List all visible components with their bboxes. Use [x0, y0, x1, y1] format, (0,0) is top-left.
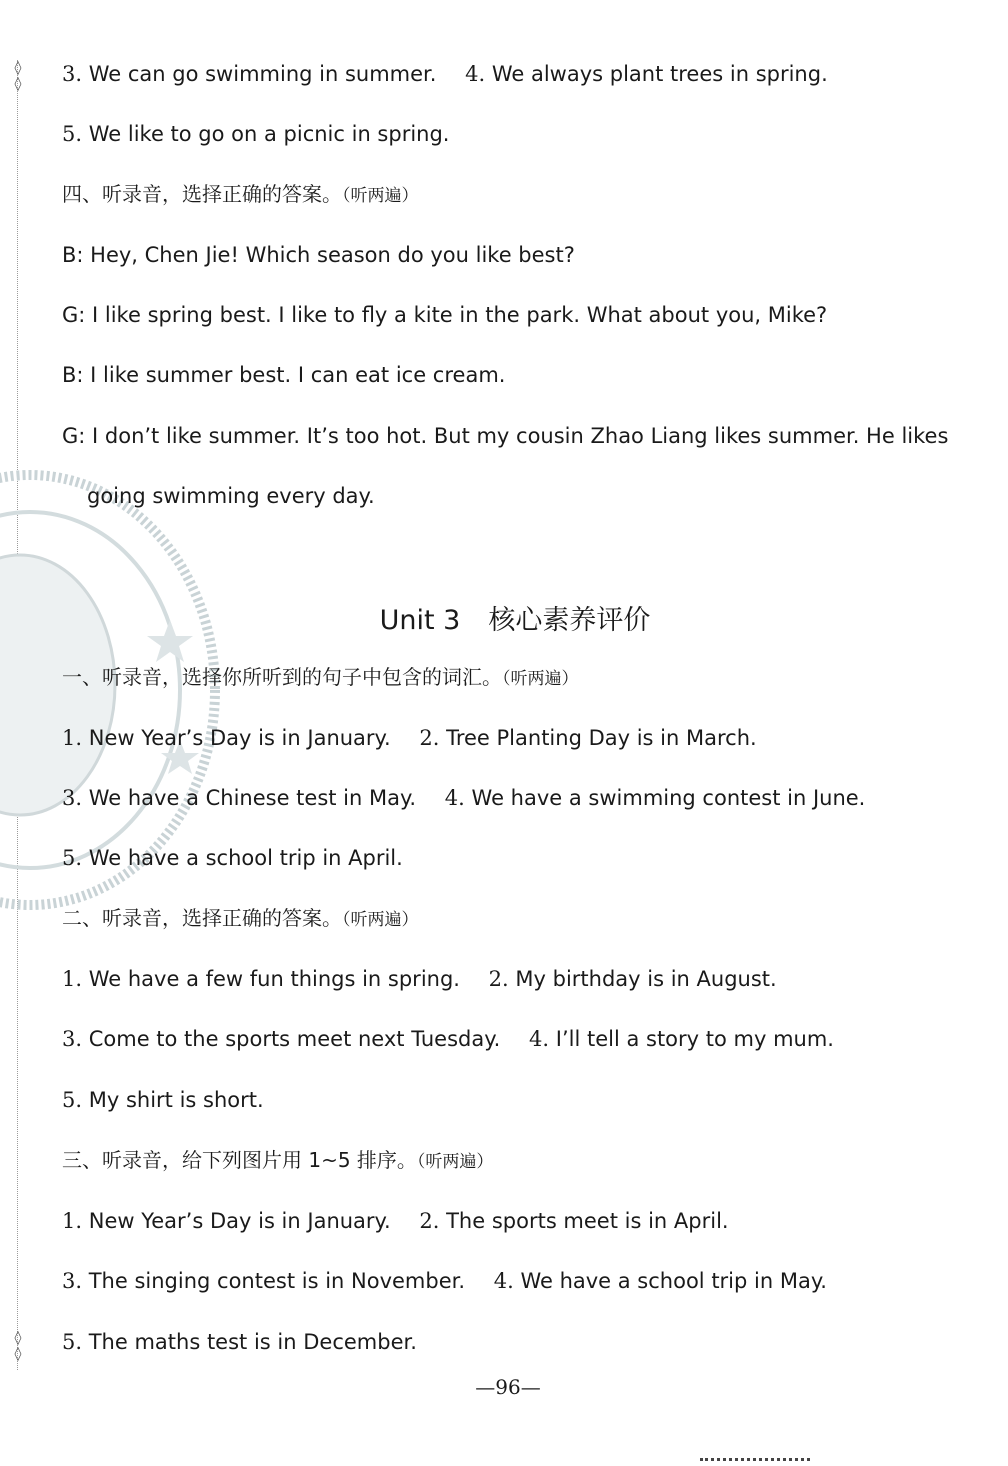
item-text: We have a school trip in May. — [520, 1269, 827, 1293]
section-heading-note: （听两遍） — [342, 910, 419, 930]
listening-line — [62, 1024, 834, 1054]
listening-line — [62, 1327, 417, 1357]
item-text: New Year’s Day is in January. — [88, 726, 391, 750]
item-number: 4. — [529, 1027, 550, 1051]
item-number: 2. — [419, 726, 440, 750]
item-number: 5. — [62, 1088, 83, 1112]
unit-subtitle: 核心素养评价 — [488, 605, 651, 636]
section-heading-text: 四、听录音，选择正确的答案。 — [62, 182, 342, 206]
item-text: We can go swimming in summer. — [88, 62, 437, 86]
unit-title — [0, 603, 1008, 639]
section-four-heading — [62, 179, 419, 211]
unit-title-text: Unit 3 — [379, 605, 461, 636]
item-number: 2. — [419, 1209, 440, 1233]
item-number: 3. — [62, 62, 83, 86]
item-number: 1. — [62, 1209, 83, 1233]
item-text: Come to the sports meet next Tuesday. — [88, 1027, 501, 1051]
item-text: The maths test is in December. — [88, 1330, 417, 1354]
section-heading-note: （听两遍） — [342, 186, 419, 206]
item-number: 5. — [62, 1330, 83, 1354]
item-number: 2. — [488, 967, 509, 991]
item-number: 1. — [62, 726, 83, 750]
item-number: 3. — [62, 1269, 83, 1293]
section-three-heading — [62, 1145, 493, 1177]
item-text: I’ll tell a story to my mum. — [555, 1027, 834, 1051]
footer-print-marks — [700, 1458, 810, 1466]
dialogue-line: G: I like spring best. I like to fly a kite in the park. What about you, Mike? — [62, 303, 828, 327]
item-number: 4. — [465, 62, 486, 86]
item-text: The sports meet is in April. — [446, 1209, 729, 1233]
item-text: We always plant trees in spring. — [491, 62, 828, 86]
item-text: My shirt is short. — [88, 1088, 264, 1112]
listening-line — [62, 1266, 827, 1296]
item-number: 4. — [493, 1269, 514, 1293]
top-line-2 — [62, 119, 449, 149]
binding-mark-bottom: ◊ — [14, 1330, 22, 1346]
listening-line — [62, 1085, 264, 1115]
top-line-1 — [62, 59, 828, 89]
dialogue-line-continued: going swimming every day. — [87, 484, 375, 508]
item-number: 4. — [444, 786, 465, 810]
item-text: New Year’s Day is in January. — [88, 1209, 391, 1233]
item-text: We have a swimming contest in June. — [471, 786, 866, 810]
dialogue-line: B: Hey, Chen Jie! Which season do you like best? — [62, 243, 575, 267]
item-text: We have a school trip in April. — [88, 846, 403, 870]
listening-line — [62, 843, 403, 873]
dialogue-line: B: I like summer best. I can eat ice cream. — [62, 363, 506, 387]
binding-mark-top: ◊ — [14, 60, 22, 76]
item-number: 1. — [62, 967, 83, 991]
item-number: 3. — [62, 1027, 83, 1051]
dialogue-line: G: I don’t like summer. It’s too hot. But my cousin Zhao Liang likes summer. He likes — [62, 424, 949, 448]
listening-line — [62, 1206, 729, 1236]
listening-line — [62, 783, 865, 813]
item-text: Tree Planting Day is in March. — [446, 726, 757, 750]
item-text: We like to go on a picnic in spring. — [88, 122, 450, 146]
item-text: We have a few fun things in spring. — [88, 967, 460, 991]
item-number: 3. — [62, 786, 83, 810]
section-heading-text: 一、听录音，选择你所听到的句子中包含的词汇。 — [62, 665, 502, 689]
section-heading-text: 三、听录音，给下列图片用 1~5 排序。 — [62, 1148, 417, 1172]
listening-line — [62, 723, 757, 753]
section-heading-text: 二、听录音，选择正确的答案。 — [62, 906, 342, 930]
page-number: —96— — [475, 1375, 541, 1399]
item-number: 5. — [62, 846, 83, 870]
section-heading-note: （听两遍） — [502, 669, 579, 689]
section-two-heading — [62, 903, 419, 935]
item-text: The singing contest is in November. — [88, 1269, 466, 1293]
section-one-heading — [62, 662, 579, 694]
item-text: We have a Chinese test in May. — [88, 786, 417, 810]
binding-mark-top-2: ◊ — [14, 76, 22, 92]
binding-mark-bottom-2: ◊ — [14, 1346, 22, 1362]
section-heading-note: （听两遍） — [416, 1152, 494, 1172]
item-number: 5. — [62, 122, 83, 146]
listening-line — [62, 964, 777, 994]
item-text: My birthday is in August. — [515, 967, 777, 991]
